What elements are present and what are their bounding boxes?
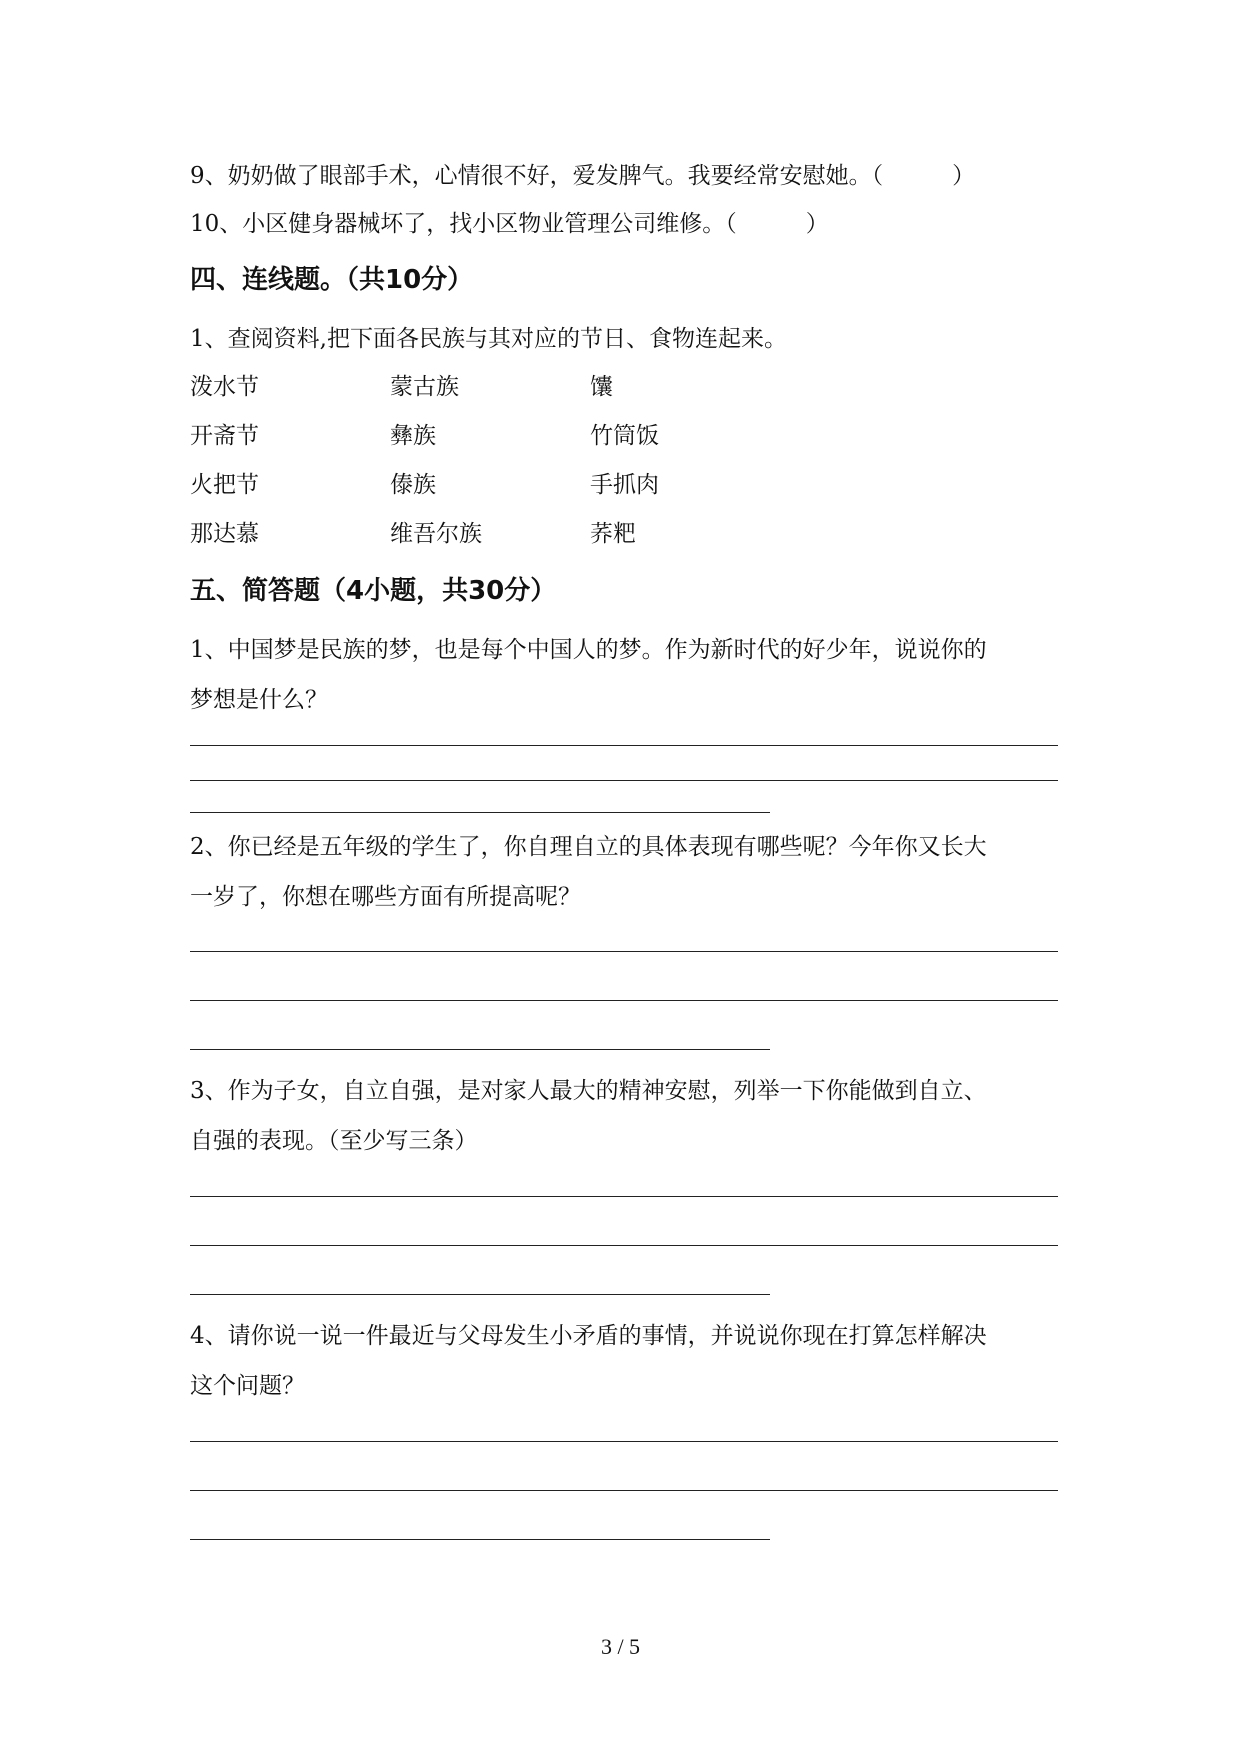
question-2-line-1: 2、你已经是五年级的学生了，你自理自立的具体表现有哪些呢？今年你又长大 [190, 834, 987, 860]
food-item: 竹筒饭 [590, 423, 659, 449]
ethnic-group-item: 维吾尔族 [390, 521, 482, 547]
festival-item: 火把节 [190, 472, 259, 498]
answer-line[interactable] [190, 1245, 1058, 1246]
question-2-line-2: 一岁了，你想在哪些方面有所提高呢？ [190, 884, 581, 910]
judge-question-9: 9、奶奶做了眼部手术，心情很不好，爱发脾气。我要经常安慰她。（ ） [190, 163, 976, 189]
answer-line[interactable] [190, 1049, 770, 1050]
answer-line[interactable] [190, 951, 1058, 952]
answer-line[interactable] [190, 812, 770, 813]
section-5-heading: 五、简答题（4小题，共30分） [190, 576, 557, 606]
question-3-line-1: 3、作为子女，自立自强，是对家人最大的精神安慰，列举一下你能做到自立、 [190, 1078, 987, 1104]
page-number: 3 / 5 [600, 1634, 641, 1659]
answer-line[interactable] [190, 1196, 1058, 1197]
answer-line[interactable] [190, 780, 1058, 781]
ethnic-group-item: 傣族 [390, 472, 436, 498]
answer-line[interactable] [190, 1441, 1058, 1442]
food-item: 手抓肉 [590, 472, 659, 498]
answer-line[interactable] [190, 1000, 1058, 1001]
judge-question-10: 10、小区健身器械坏了，找小区物业管理公司维修。（ ） [190, 211, 829, 237]
question-4-line-2: 这个问题？ [190, 1373, 305, 1399]
answer-line[interactable] [190, 1294, 770, 1295]
answer-line[interactable] [190, 745, 1058, 746]
question-1-line-1: 1、中国梦是民族的梦，也是每个中国人的梦。作为新时代的好少年，说说你的 [190, 637, 987, 663]
section-4-heading: 四、连线题。（共10分） [190, 265, 474, 295]
festival-item: 泼水节 [190, 374, 259, 400]
ethnic-group-item: 蒙古族 [390, 374, 459, 400]
food-item: 荞粑 [590, 521, 636, 547]
answer-line[interactable] [190, 1539, 770, 1540]
question-1-line-2: 梦想是什么？ [190, 687, 328, 713]
festival-item: 开斋节 [190, 423, 259, 449]
answer-line[interactable] [190, 1490, 1058, 1491]
food-item: 馕 [590, 374, 613, 400]
ethnic-group-item: 彝族 [390, 423, 436, 449]
question-4-line-1: 4、请你说一说一件最近与父母发生小矛盾的事情，并说说你现在打算怎样解决 [190, 1323, 987, 1349]
question-3-line-2: 自强的表现。（至少写三条） [190, 1128, 478, 1154]
festival-item: 那达慕 [190, 521, 259, 547]
matching-instruction: 1、查阅资料,把下面各民族与其对应的节日、食物连起来。 [190, 326, 787, 352]
